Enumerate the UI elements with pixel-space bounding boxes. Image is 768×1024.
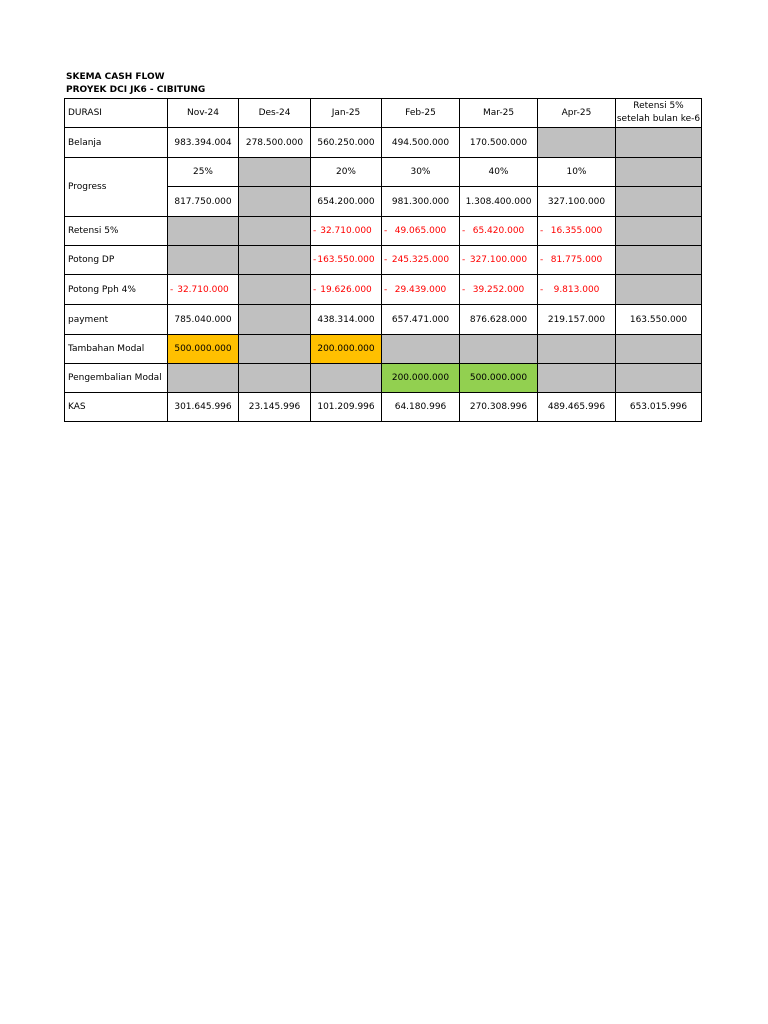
cell-empty[interactable]	[239, 158, 311, 187]
cell[interactable]: 560.250.000	[311, 128, 382, 158]
cell-negative[interactable]	[382, 246, 460, 275]
cash-flow-table	[64, 98, 702, 422]
cell-negative[interactable]	[311, 275, 382, 305]
cell-value: 39.252.000	[472, 284, 525, 295]
header-month[interactable]: Apr-25	[538, 99, 616, 128]
cell[interactable]: 657.471.000	[382, 305, 460, 335]
header-durasi[interactable]: DURASI	[65, 99, 168, 128]
row-label[interactable]: KAS	[65, 393, 168, 422]
cell-value: 49.065.000	[394, 226, 447, 236]
cell-negative[interactable]	[382, 275, 460, 305]
row-label[interactable]: Tambahan Modal	[65, 335, 168, 364]
cell[interactable]: 64.180.996	[382, 393, 460, 422]
cell-negative[interactable]	[311, 217, 382, 246]
cell[interactable]: 163.550.000	[616, 305, 702, 335]
row-belanja	[65, 128, 702, 158]
cell[interactable]: 494.500.000	[382, 128, 460, 158]
header-retention[interactable]	[616, 99, 702, 128]
cell-value: 81.775.000	[550, 255, 603, 265]
header-row	[65, 99, 702, 128]
row-label[interactable]: Potong Pph 4%	[65, 275, 168, 305]
minus-sign: -	[384, 226, 388, 236]
cell-value: 19.626.000	[320, 284, 372, 295]
cell-empty[interactable]	[616, 128, 702, 158]
sheet-title: SKEMA CASH FLOW	[66, 72, 165, 82]
row-progress-pct	[65, 158, 702, 187]
header-month[interactable]: Feb-25	[382, 99, 460, 128]
minus-sign: -	[384, 255, 388, 265]
cell-value: 29.439.000	[394, 284, 447, 295]
cell[interactable]: 438.314.000	[311, 305, 382, 335]
cell[interactable]: 301.645.996	[168, 393, 239, 422]
cell-empty[interactable]	[239, 246, 311, 275]
cell-empty[interactable]	[616, 335, 702, 364]
cell-empty[interactable]	[239, 305, 311, 335]
cell-empty[interactable]	[239, 217, 311, 246]
row-label[interactable]: Pengembalian Modal	[65, 364, 168, 393]
cell-empty[interactable]	[538, 335, 616, 364]
cell-highlight[interactable]: 200.000.000	[311, 335, 382, 364]
cell[interactable]: 1.308.400.000	[460, 187, 538, 217]
row-potong-dp	[65, 246, 702, 275]
cell-negative[interactable]	[538, 275, 616, 305]
cell-value: 327.100.000	[469, 255, 528, 265]
cell[interactable]: 40%	[460, 158, 538, 187]
cell-value: 245.325.000	[391, 255, 450, 265]
cell[interactable]: 101.209.996	[311, 393, 382, 422]
cell-negative[interactable]	[168, 275, 239, 305]
minus-sign: -	[170, 284, 174, 295]
cell[interactable]: 30%	[382, 158, 460, 187]
cell-empty[interactable]	[382, 335, 460, 364]
cell-empty[interactable]	[239, 187, 311, 217]
cell[interactable]: 270.308.996	[460, 393, 538, 422]
cell-negative[interactable]	[538, 246, 616, 275]
cell-empty[interactable]	[616, 217, 702, 246]
row-label[interactable]: Progress	[65, 158, 168, 217]
cell-empty[interactable]	[538, 364, 616, 393]
cell-empty[interactable]	[538, 128, 616, 158]
cell[interactable]: 489.465.996	[538, 393, 616, 422]
cell-value: 9.813.000	[553, 284, 600, 295]
cell-value: 16.355.000	[550, 226, 603, 236]
cell-empty[interactable]	[311, 364, 382, 393]
cell-empty[interactable]	[239, 364, 311, 393]
cell-highlight[interactable]: 200.000.000	[382, 364, 460, 393]
minus-sign: -	[540, 255, 544, 265]
cell[interactable]: 219.157.000	[538, 305, 616, 335]
cell-value: 32.710.000	[177, 284, 229, 295]
cell[interactable]: 654.200.000	[311, 187, 382, 217]
minus-sign: -	[540, 226, 544, 236]
cell-highlight[interactable]: 500.000.000	[168, 335, 239, 364]
sheet-titles	[66, 71, 205, 97]
cell[interactable]: 653.015.996	[616, 393, 702, 422]
row-label[interactable]: Retensi 5%	[65, 217, 168, 246]
cell[interactable]: 23.145.996	[239, 393, 311, 422]
cell-negative[interactable]	[311, 246, 382, 275]
sheet-subtitle: PROYEK DCI JK6 - CIBITUNG	[66, 85, 206, 95]
minus-sign: -	[462, 255, 466, 265]
cell-value: 32.710.000	[320, 226, 372, 236]
cell-value: 65.420.000	[472, 226, 525, 236]
cell-empty[interactable]	[239, 275, 311, 305]
row-label[interactable]: Potong DP	[65, 246, 168, 275]
cell-empty[interactable]	[168, 246, 239, 275]
cell-empty[interactable]	[616, 275, 702, 305]
header-month[interactable]: Des-24	[239, 99, 311, 128]
cell[interactable]: 278.500.000	[239, 128, 311, 158]
header-month[interactable]: Mar-25	[460, 99, 538, 128]
cell-empty[interactable]	[460, 335, 538, 364]
cell-negative[interactable]	[460, 275, 538, 305]
cell[interactable]: 817.750.000	[168, 187, 239, 217]
cell-negative[interactable]	[460, 246, 538, 275]
cell-empty[interactable]	[616, 246, 702, 275]
cell[interactable]: 10%	[538, 158, 616, 187]
cell[interactable]: 170.500.000	[460, 128, 538, 158]
header-retention-line1: Retensi 5%	[633, 101, 684, 111]
row-label[interactable]: payment	[65, 305, 168, 335]
row-label[interactable]: Belanja	[65, 128, 168, 158]
cell-empty[interactable]	[239, 335, 311, 364]
cell[interactable]: 25%	[168, 158, 239, 187]
cell[interactable]: 876.628.000	[460, 305, 538, 335]
cell-empty[interactable]	[168, 217, 239, 246]
header-month[interactable]: Nov-24	[168, 99, 239, 128]
cell[interactable]: 785.040.000	[168, 305, 239, 335]
cell-empty[interactable]	[168, 364, 239, 393]
header-retention-line2: setelah bulan ke-6	[616, 114, 701, 124]
minus-sign: -	[313, 226, 317, 236]
cell-negative[interactable]	[382, 217, 460, 246]
row-payment	[65, 305, 702, 335]
header-month[interactable]: Jan-25	[311, 99, 382, 128]
cell-empty[interactable]	[616, 158, 702, 187]
cell[interactable]: 981.300.000	[382, 187, 460, 217]
cell[interactable]: 983.394.004	[168, 128, 239, 158]
minus-sign: -	[462, 284, 466, 295]
row-potong-pph	[65, 275, 702, 305]
cell-value: 163.550.000	[317, 255, 375, 265]
cell-empty[interactable]	[616, 187, 702, 217]
minus-sign: -	[313, 255, 317, 265]
cell[interactable]: 20%	[311, 158, 382, 187]
minus-sign: -	[384, 284, 388, 295]
cell-highlight[interactable]: 500.000.000	[460, 364, 538, 393]
row-pengembalian-modal	[65, 364, 702, 393]
cell-empty[interactable]	[616, 364, 702, 393]
row-kas	[65, 393, 702, 422]
row-retensi	[65, 217, 702, 246]
cell-negative[interactable]	[460, 217, 538, 246]
cell-negative[interactable]	[538, 217, 616, 246]
minus-sign: -	[540, 284, 544, 295]
minus-sign: -	[462, 226, 466, 236]
minus-sign: -	[313, 284, 317, 295]
cell[interactable]: 327.100.000	[538, 187, 616, 217]
row-tambahan-modal	[65, 335, 702, 364]
